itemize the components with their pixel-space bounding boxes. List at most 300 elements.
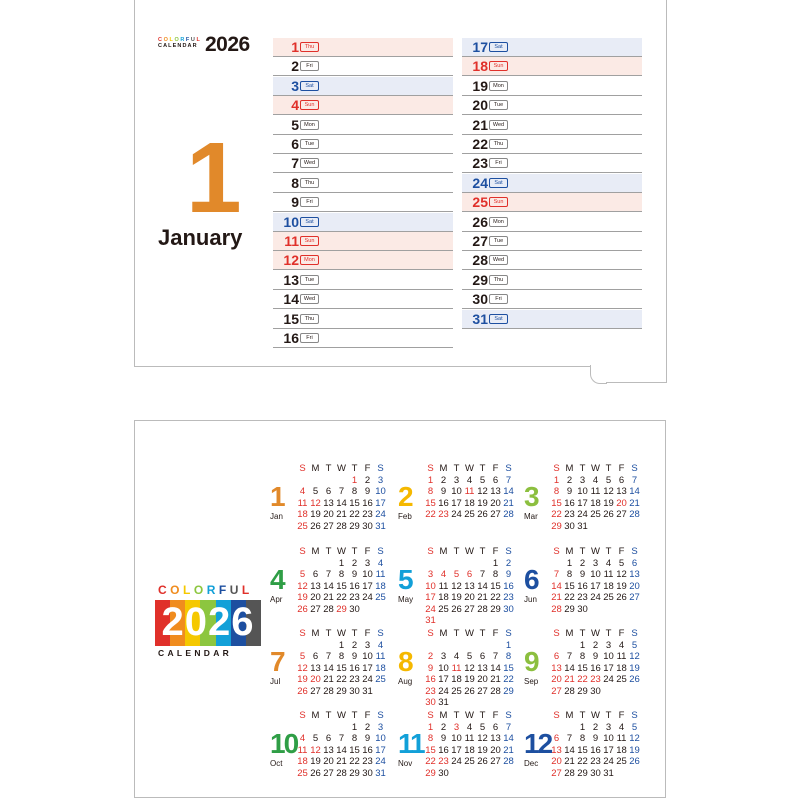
date-cell: 2 [592, 639, 599, 651]
weekday-header: S [427, 463, 434, 474]
weekday-header: S [299, 710, 306, 721]
month-number: 10 [270, 728, 298, 759]
date-cell: 30 [503, 603, 514, 615]
weekday-badge: Thu [300, 42, 319, 52]
date-cell: 14 [323, 662, 334, 674]
date-cell: 3 [364, 557, 371, 569]
date-cell: 26 [297, 685, 308, 697]
weekday-header: M [439, 546, 448, 557]
month-number: 5 [398, 564, 412, 595]
date-cell: 30 [577, 603, 588, 615]
date-cell: 8 [553, 486, 560, 497]
date-cell: 20 [310, 674, 321, 685]
day-row [273, 232, 453, 251]
day-number: 13 [283, 271, 299, 288]
date-cell: 5 [453, 569, 460, 580]
date-cell: 29 [490, 603, 501, 615]
day-number: 22 [472, 136, 488, 152]
date-cell: 10 [362, 651, 373, 662]
date-cell: 14 [629, 486, 640, 497]
weekday-badge: Tue [489, 100, 508, 110]
date-cell: 15 [564, 580, 575, 592]
day-number: 8 [291, 174, 299, 191]
weekday-header: F [364, 710, 371, 721]
date-cell: 13 [464, 580, 475, 592]
date-cell: 29 [349, 520, 360, 532]
date-cell: 13 [323, 497, 334, 509]
date-cell: 28 [503, 756, 514, 767]
empty-cell [296, 640, 309, 652]
date-cell: 12 [451, 580, 462, 592]
logo-letter: O [174, 37, 181, 43]
date-cell: 31 [438, 697, 449, 708]
month-number: 9 [524, 646, 538, 677]
weekday-header: M [439, 628, 448, 639]
day-number: 10 [283, 213, 299, 230]
month-number: 12 [524, 728, 552, 759]
date-cell: 11 [375, 569, 386, 580]
month-abbrev: Nov [398, 759, 413, 768]
date-cell: 2 [351, 557, 358, 569]
date-cell: 5 [299, 651, 306, 662]
date-cell: 12 [603, 486, 614, 497]
weekday-header: W [337, 546, 346, 557]
month-abbrev: Oct [270, 759, 283, 768]
date-cell: 30 [438, 767, 449, 779]
empty-cell [335, 475, 348, 487]
date-cell: 22 [577, 674, 588, 685]
day-number: 26 [472, 213, 488, 230]
date-cell: 12 [310, 744, 321, 756]
month-abbrev: Jun [524, 595, 537, 604]
date-cell: 22 [564, 592, 575, 603]
date-cell: 3 [605, 639, 612, 651]
weekday-header: T [453, 710, 460, 721]
weekday-header: T [325, 710, 332, 721]
weekday-header: M [565, 546, 574, 557]
day-number: 27 [472, 233, 488, 249]
weekday-badge: Sat [300, 217, 319, 227]
date-cell: 7 [492, 651, 499, 662]
empty-cell [309, 475, 322, 487]
date-cell: 9 [364, 733, 371, 744]
day-number: 5 [291, 116, 299, 133]
weekday-header: T [605, 463, 612, 474]
weekday-header: S [553, 463, 560, 474]
month-number: 7 [270, 646, 284, 677]
date-cell: 19 [477, 744, 488, 756]
date-cell: 2 [440, 474, 447, 486]
weekday-header: S [631, 710, 638, 721]
date-cell: 21 [323, 592, 334, 603]
date-cell: 18 [616, 662, 627, 674]
weekday-header: T [351, 710, 358, 721]
date-cell: 16 [590, 744, 601, 756]
date-cell: 19 [477, 497, 488, 509]
date-cell: 6 [466, 569, 473, 580]
date-cell: 17 [577, 497, 588, 509]
weekday-badge: Thu [489, 275, 508, 285]
date-cell: 24 [425, 603, 436, 615]
weekday-badge: Mon [489, 81, 508, 91]
date-cell: 1 [553, 474, 560, 486]
weekday-header: S [553, 710, 560, 721]
date-cell: 9 [505, 569, 512, 580]
month-number: 8 [398, 646, 412, 677]
day-number: 19 [472, 77, 488, 94]
weekday-badge: Sun [489, 61, 508, 71]
weekday-badge: Mon [300, 255, 319, 265]
empty-cell [296, 558, 309, 570]
date-cell: 15 [577, 744, 588, 756]
date-cell: 10 [590, 569, 601, 580]
date-cell: 5 [299, 569, 306, 580]
date-cell: 29 [577, 767, 588, 779]
weekday-header: S [299, 463, 306, 474]
day-number: 21 [472, 116, 488, 133]
date-cell: 21 [336, 509, 347, 520]
date-cell: 21 [503, 497, 514, 509]
month-calendar [398, 710, 518, 790]
date-cell: 5 [312, 486, 319, 497]
date-cell: 3 [453, 721, 460, 733]
date-cell: 26 [477, 509, 488, 520]
weekday-header: W [591, 710, 600, 721]
date-cell: 3 [592, 557, 599, 569]
date-cell: 24 [362, 674, 373, 685]
date-cell: 10 [438, 662, 449, 674]
logo-letter: C [158, 37, 164, 43]
weekday-header: T [479, 628, 486, 639]
date-cell: 31 [375, 520, 386, 532]
date-cell: 25 [616, 756, 627, 767]
day-row [273, 310, 453, 329]
logo-year: 2026 [161, 600, 255, 644]
date-cell: 17 [362, 580, 373, 592]
date-cell: 29 [503, 685, 514, 697]
date-cell: 12 [629, 733, 640, 744]
day-number: 1 [291, 39, 299, 55]
date-cell: 8 [492, 569, 499, 580]
weekday-badge: Fri [489, 158, 508, 168]
weekday-badge: Wed [489, 255, 508, 265]
date-cell: 19 [310, 509, 321, 520]
date-cell: 8 [566, 569, 573, 580]
day-number: 28 [472, 252, 488, 269]
day-row [273, 96, 453, 115]
date-cell: 11 [375, 651, 386, 662]
weekday-badge: Sun [300, 100, 319, 110]
date-cell: 29 [577, 685, 588, 697]
date-cell: 24 [590, 592, 601, 603]
date-cell: 26 [477, 756, 488, 767]
weekday-header: S [631, 628, 638, 639]
empty-cell [322, 558, 335, 570]
day-row [462, 251, 642, 270]
date-cell: 16 [349, 580, 360, 592]
date-cell: 22 [425, 756, 436, 767]
date-cell: 4 [440, 569, 447, 580]
date-cell: 23 [349, 592, 360, 603]
date-cell: 12 [310, 497, 321, 509]
date-cell: 21 [323, 674, 334, 685]
date-cell: 18 [451, 674, 462, 685]
date-cell: 6 [325, 733, 332, 744]
date-cell: 15 [349, 744, 360, 756]
weekday-header: F [492, 710, 499, 721]
date-cell: 27 [464, 603, 475, 615]
month-number: 2 [398, 481, 412, 512]
date-cell: 13 [629, 569, 640, 580]
day-number: 24 [472, 174, 488, 191]
month-number: 6 [524, 564, 538, 595]
logo-colorful-text [158, 583, 253, 597]
weekday-badge: Wed [300, 294, 319, 304]
day-row [462, 96, 642, 115]
date-cell: 24 [577, 509, 588, 520]
date-cell: 25 [375, 592, 386, 603]
date-cell: 1 [427, 474, 434, 486]
logo-letter: U [229, 583, 242, 597]
date-cell: 17 [438, 674, 449, 685]
month-name: January [158, 225, 243, 250]
day-number: 14 [283, 291, 299, 308]
date-cell: 28 [336, 767, 347, 779]
date-cell: 4 [466, 721, 473, 733]
weekday-header: S [427, 546, 434, 557]
month-abbrev: Feb [398, 512, 412, 521]
empty-cell [309, 640, 322, 652]
mini-logo [158, 37, 201, 49]
weekday-header: M [439, 463, 448, 474]
date-cell: 17 [603, 662, 614, 674]
date-cell: 23 [349, 674, 360, 685]
date-cell: 31 [362, 685, 373, 697]
weekday-badge: Tue [300, 275, 319, 285]
weekday-header: S [505, 463, 512, 474]
date-cell: 22 [349, 756, 360, 767]
date-cell: 15 [577, 662, 588, 674]
weekday-badge: Sat [300, 81, 319, 91]
weekday-header: F [492, 463, 499, 474]
date-cell: 16 [590, 662, 601, 674]
date-cell: 4 [453, 651, 460, 662]
day-row [273, 290, 453, 309]
weekday-badge: Fri [300, 333, 319, 343]
date-cell: 27 [477, 685, 488, 697]
weekday-header: M [311, 546, 320, 557]
weekday-header: S [553, 546, 560, 557]
date-cell: 13 [310, 580, 321, 592]
date-cell: 31 [375, 767, 386, 779]
date-cell: 26 [629, 756, 640, 767]
date-cell: 20 [310, 592, 321, 603]
day-row [273, 135, 453, 154]
date-cell: 1 [427, 721, 434, 733]
date-cell: 21 [477, 592, 488, 603]
date-cell: 21 [503, 744, 514, 756]
date-cell: 9 [427, 662, 434, 674]
date-cell: 30 [564, 520, 575, 532]
date-cell: 18 [375, 662, 386, 674]
date-cell: 23 [425, 685, 436, 697]
date-cell: 24 [362, 592, 373, 603]
date-cell: 4 [299, 486, 306, 497]
date-cell: 27 [551, 685, 562, 697]
top-year: 2026 [205, 33, 250, 56]
date-cell: 24 [603, 674, 614, 685]
weekday-badge: Sat [489, 178, 508, 188]
empty-cell [563, 722, 576, 734]
weekday-header: W [337, 628, 346, 639]
date-cell: 30 [590, 685, 601, 697]
date-cell: 11 [603, 569, 614, 580]
date-cell: 14 [477, 580, 488, 592]
day-row [462, 290, 642, 309]
day-row [273, 251, 453, 270]
weekday-header: T [579, 546, 586, 557]
date-cell: 26 [451, 603, 462, 615]
date-cell: 22 [349, 509, 360, 520]
weekday-header: S [505, 628, 512, 639]
day-row [462, 154, 642, 173]
weekday-header: T [605, 546, 612, 557]
weekday-header: T [453, 463, 460, 474]
date-cell: 14 [490, 662, 501, 674]
date-cell: 29 [336, 603, 347, 615]
date-cell: 18 [375, 580, 386, 592]
day-number: 17 [472, 39, 488, 55]
month-abbrev: Apr [270, 595, 283, 604]
date-cell: 18 [297, 756, 308, 767]
date-cell: 29 [336, 685, 347, 697]
date-cell: 17 [425, 592, 436, 603]
date-cell: 4 [605, 557, 612, 569]
weekday-badge: Wed [300, 158, 319, 168]
date-cell: 26 [297, 603, 308, 615]
date-cell: 7 [325, 569, 332, 580]
date-cell: 11 [297, 744, 308, 756]
date-cell: 5 [605, 474, 612, 486]
page-tab [606, 366, 667, 383]
date-cell: 3 [440, 651, 447, 662]
date-cell: 22 [503, 674, 514, 685]
weekday-badge: Fri [300, 197, 319, 207]
date-cell: 13 [477, 662, 488, 674]
empty-cell [309, 722, 322, 734]
date-cell: 1 [505, 639, 512, 651]
date-cell: 2 [579, 557, 586, 569]
date-cell: 23 [438, 509, 449, 520]
day-row [273, 193, 453, 212]
date-cell: 24 [451, 509, 462, 520]
date-cell: 4 [618, 721, 625, 733]
date-cell: 12 [477, 733, 488, 744]
date-cell: 8 [579, 651, 586, 662]
weekday-header: S [377, 710, 384, 721]
month-abbrev: Sep [524, 677, 539, 686]
weekday-badge: Wed [489, 120, 508, 130]
date-cell: 16 [362, 497, 373, 509]
date-cell: 2 [364, 474, 371, 486]
date-cell: 31 [603, 767, 614, 779]
day-number: 25 [472, 194, 488, 211]
weekday-badge: Mon [300, 120, 319, 130]
date-cell: 21 [564, 756, 575, 767]
day-row [273, 174, 453, 193]
weekday-badge: Thu [300, 178, 319, 188]
date-cell: 17 [451, 497, 462, 509]
day-row [462, 193, 642, 212]
date-cell: 20 [323, 756, 334, 767]
date-cell: 5 [631, 639, 638, 651]
month-calendar [524, 546, 644, 626]
date-cell: 18 [297, 509, 308, 520]
date-cell: 26 [616, 592, 627, 603]
date-cell: 11 [616, 651, 627, 662]
date-cell: 27 [310, 685, 321, 697]
date-cell: 25 [438, 603, 449, 615]
date-cell: 6 [631, 557, 638, 569]
date-cell: 11 [464, 486, 475, 497]
weekday-header: F [492, 546, 499, 557]
big-month-number: 1 [186, 122, 242, 234]
date-cell: 12 [616, 569, 627, 580]
date-cell: 9 [579, 569, 586, 580]
date-cell: 7 [505, 474, 512, 486]
date-cell: 31 [425, 615, 436, 626]
month-number: 3 [524, 481, 538, 512]
day-number: 29 [472, 271, 488, 288]
day-number: 2 [291, 58, 299, 75]
weekday-badge: Fri [489, 294, 508, 304]
empty-cell [437, 640, 450, 652]
date-cell: 16 [503, 580, 514, 592]
date-cell: 21 [564, 674, 575, 685]
date-cell: 26 [310, 520, 321, 532]
date-cell: 23 [564, 509, 575, 520]
date-cell: 29 [425, 767, 436, 779]
date-cell: 21 [551, 592, 562, 603]
day-number: 16 [283, 330, 299, 346]
date-cell: 14 [551, 580, 562, 592]
weekday-badge: Sun [300, 236, 319, 246]
date-cell: 2 [351, 639, 358, 651]
date-cell: 17 [451, 744, 462, 756]
date-cell: 7 [338, 733, 345, 744]
logo-letter: O [170, 583, 184, 597]
date-cell: 7 [566, 651, 573, 662]
date-cell: 26 [310, 767, 321, 779]
date-cell: 23 [362, 756, 373, 767]
date-cell: 10 [375, 733, 386, 744]
date-cell: 1 [579, 639, 586, 651]
date-cell: 10 [451, 733, 462, 744]
date-cell: 18 [590, 497, 601, 509]
date-cell: 12 [477, 486, 488, 497]
date-cell: 27 [490, 509, 501, 520]
weekday-header: M [439, 710, 448, 721]
day-row [462, 77, 642, 96]
date-cell: 25 [297, 767, 308, 779]
month-calendar [270, 463, 390, 543]
weekday-badge: Sat [489, 42, 508, 52]
date-cell: 4 [592, 474, 599, 486]
weekday-header: M [311, 628, 320, 639]
weekday-header: M [311, 463, 320, 474]
date-cell: 19 [603, 497, 614, 509]
date-cell: 25 [616, 674, 627, 685]
